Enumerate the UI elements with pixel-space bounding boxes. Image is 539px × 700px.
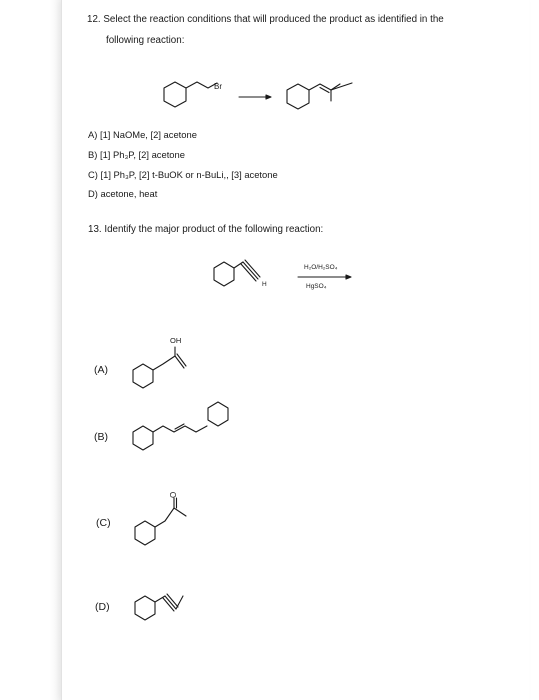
q13-alkyne-bond-2 <box>245 260 260 277</box>
choice-c-letter: (C) <box>96 517 111 529</box>
q12-prompt-line1: 12. Select the reaction conditions that will produced the product as identified in the <box>87 14 444 25</box>
choice-b-left-ring <box>133 426 153 450</box>
choice-a-ring <box>133 364 153 388</box>
q13-alkyne-bond-3 <box>241 264 256 281</box>
choice-b-linker <box>153 426 207 432</box>
q13-reactant-ring <box>214 262 234 286</box>
q12-option-a: A) [1] NaOMe, [2] acetone <box>88 129 197 140</box>
choice-b-double-bond <box>175 424 184 429</box>
choice-d-letter: (D) <box>95 601 110 613</box>
q13-reagent-top: H₂O/H₂SO₄ <box>304 264 338 271</box>
choice-c-ring <box>135 521 155 545</box>
q13-alkyne-bond-1 <box>243 262 258 279</box>
choice-a-oh-label: OH <box>170 336 182 345</box>
choice-c-chain <box>155 508 186 527</box>
choice-b-letter: (B) <box>94 431 108 443</box>
choice-a-chain <box>153 356 175 370</box>
q12-prompt-line2: following reaction: <box>106 35 185 46</box>
q12-option-b: B) [1] Ph₃P, [2] acetone <box>88 149 185 160</box>
q12-bromine-label: Br <box>214 82 222 91</box>
q13-terminal-h-label: H <box>262 281 267 288</box>
choice-d-ring <box>135 596 155 620</box>
choice-a-letter: (A) <box>94 364 108 376</box>
q13-arrowhead <box>346 275 351 279</box>
q13-prompt: 13. Identify the major product of the following reaction: <box>88 224 324 235</box>
choice-d-tail <box>176 596 183 609</box>
choice-b-right-ring <box>208 402 228 426</box>
q13-reagent-bottom: HgSO₄ <box>306 283 327 290</box>
choice-c-oxygen-label: O <box>169 491 178 498</box>
q12-option-d: D) acetone, heat <box>88 188 158 199</box>
q12-option-c: C) [1] Ph₃P, [2] t-BuOK or n-BuLi,, [3] acetone <box>88 169 278 180</box>
